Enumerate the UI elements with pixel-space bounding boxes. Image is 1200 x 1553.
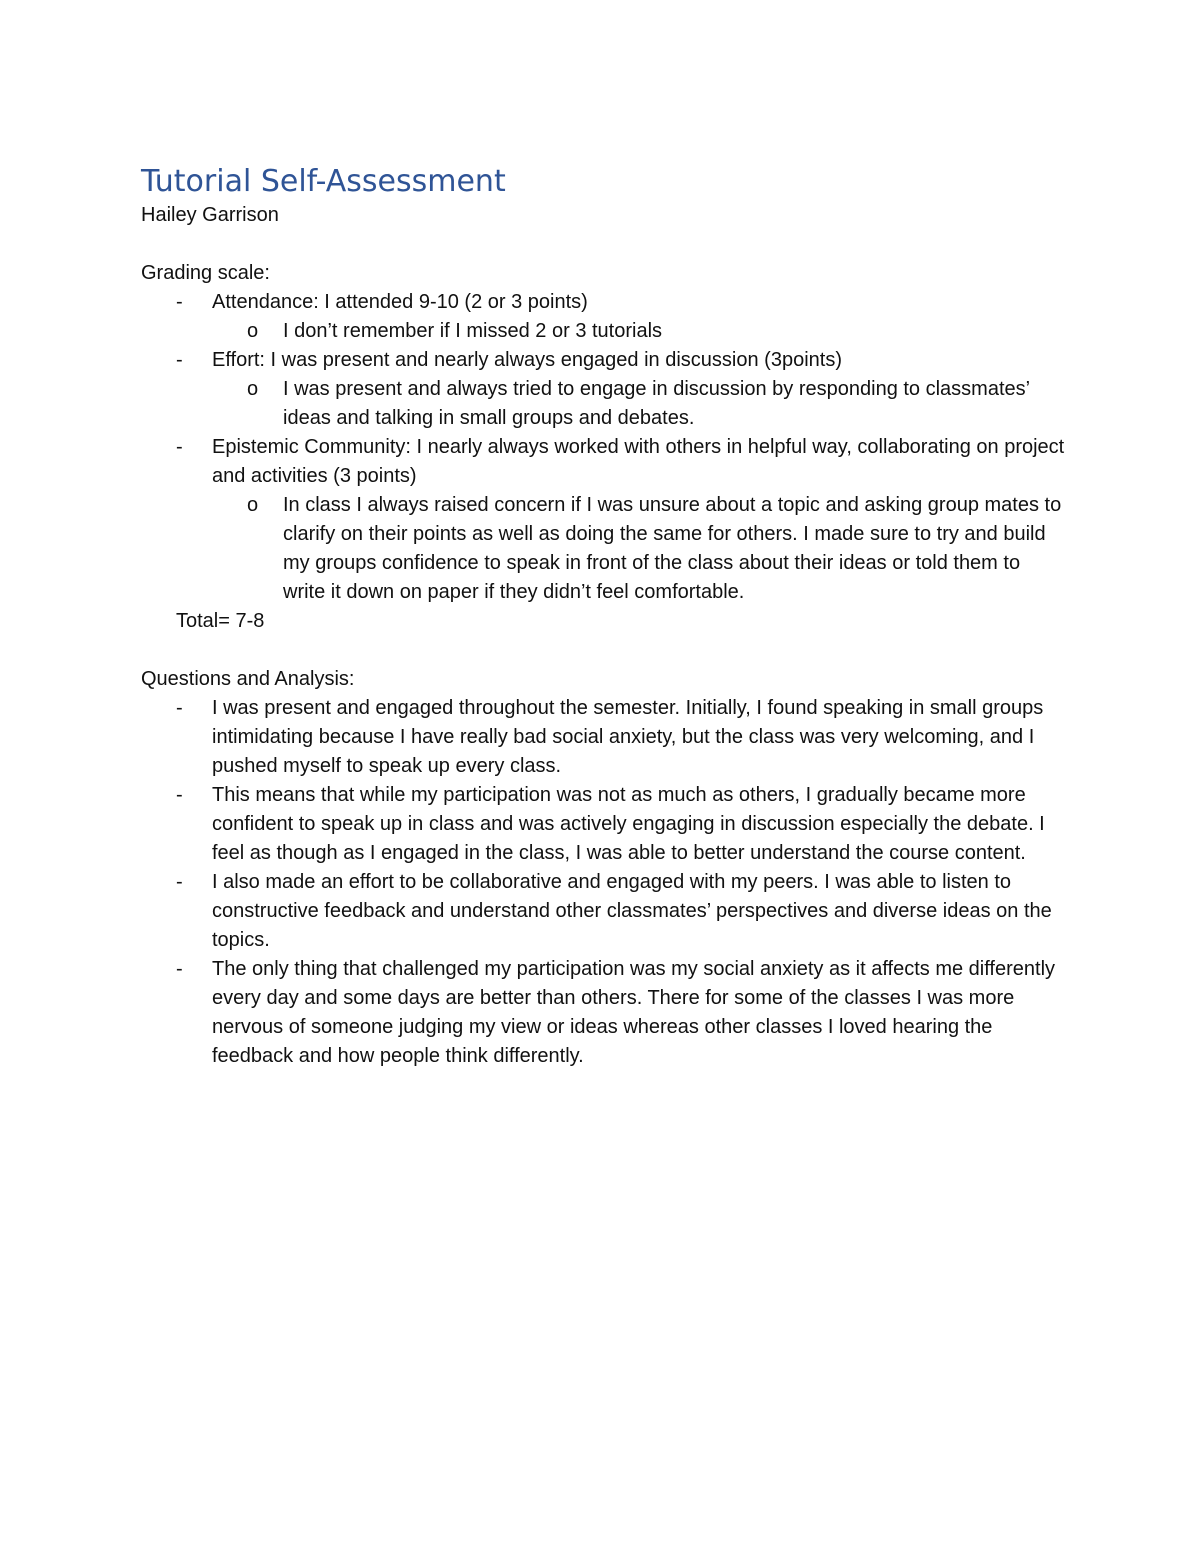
dash-bullet: - [176, 349, 183, 371]
grading-item-effort [141, 346, 1066, 433]
grading-subitem-text: I don’t remember if I missed 2 or 3 tutorials [283, 320, 663, 342]
dash-bullet: - [176, 871, 183, 893]
dash-bullet: - [176, 291, 183, 313]
document-page [141, 163, 1066, 1071]
circle-bullet: o [247, 378, 259, 400]
circle-bullet: o [247, 494, 259, 516]
grading-item-attendance [141, 288, 1066, 346]
question-item-text: This means that while my participation was not as much as others, I gradually became more confident to speak up in class and was actively engaging in discussion especially the debate. I feel as though as I engaged in the class, I was able to better understand the course content. [212, 784, 1045, 864]
grading-item-text: Effort: I was present and nearly always engaged in discussion (3points) [212, 349, 842, 371]
dash-bullet: - [176, 958, 183, 980]
grading-subitem-text: I was present and always tried to engage in discussion by responding to classmates’ ideas and talking in small groups and debates. [283, 378, 1030, 429]
document-title: Tutorial Self-Assessment [141, 164, 506, 199]
grading-subitem [141, 317, 1066, 346]
grading-item-epistemic-community [141, 433, 1066, 607]
question-item [141, 868, 1066, 955]
question-item [141, 781, 1066, 868]
question-item-text: The only thing that challenged my participation was my social anxiety as it affects me differently every day and some days are better than others. There for some of the classes I was more nervous of someone judging my view or ideas whereas other classes I loved hearing the feedback and how people think differently. [212, 958, 1056, 1067]
grading-item-text: Attendance: I attended 9-10 (2 or 3 points) [212, 291, 588, 313]
dash-bullet: - [176, 784, 183, 806]
question-item [141, 694, 1066, 781]
grading-subitem-text: In class I always raised concern if I was unsure about a topic and asking group mates to clarify on their points as well as doing the same for others. I made sure to try and build my groups confidence to speak in front of the class about their ideas or told them to write it down on paper if they didn’t feel comfortable. [283, 494, 1062, 603]
grading-list [141, 288, 1066, 607]
grading-item-text: Epistemic Community: I nearly always worked with others in helpful way, collaborating on project and activities (3 points) [212, 436, 1065, 487]
grading-total: Total= 7-8 [176, 610, 265, 632]
question-item [141, 955, 1066, 1071]
question-item-text: I was present and engaged throughout the semester. Initially, I found speaking in small groups intimidating because I have really bad social anxiety, but the class was very welcoming, and I pushed myself to speak up every class. [212, 697, 1044, 777]
dash-bullet: - [176, 697, 183, 719]
questions-heading: Questions and Analysis: [141, 668, 355, 690]
grading-scale-heading: Grading scale: [141, 262, 270, 284]
dash-bullet: - [176, 436, 183, 458]
questions-list [141, 694, 1066, 1071]
grading-sublist [212, 317, 1066, 346]
grading-sublist [212, 491, 1066, 607]
grading-sublist [212, 375, 1066, 433]
circle-bullet: o [247, 320, 259, 342]
grading-subitem [141, 491, 1066, 607]
grading-subitem [141, 375, 1066, 433]
question-item-text: I also made an effort to be collaborative and engaged with my peers. I was able to listen to constructive feedback and understand other classmates’ perspectives and diverse ideas on the topics. [212, 871, 1052, 951]
author-name: Hailey Garrison [141, 204, 279, 226]
